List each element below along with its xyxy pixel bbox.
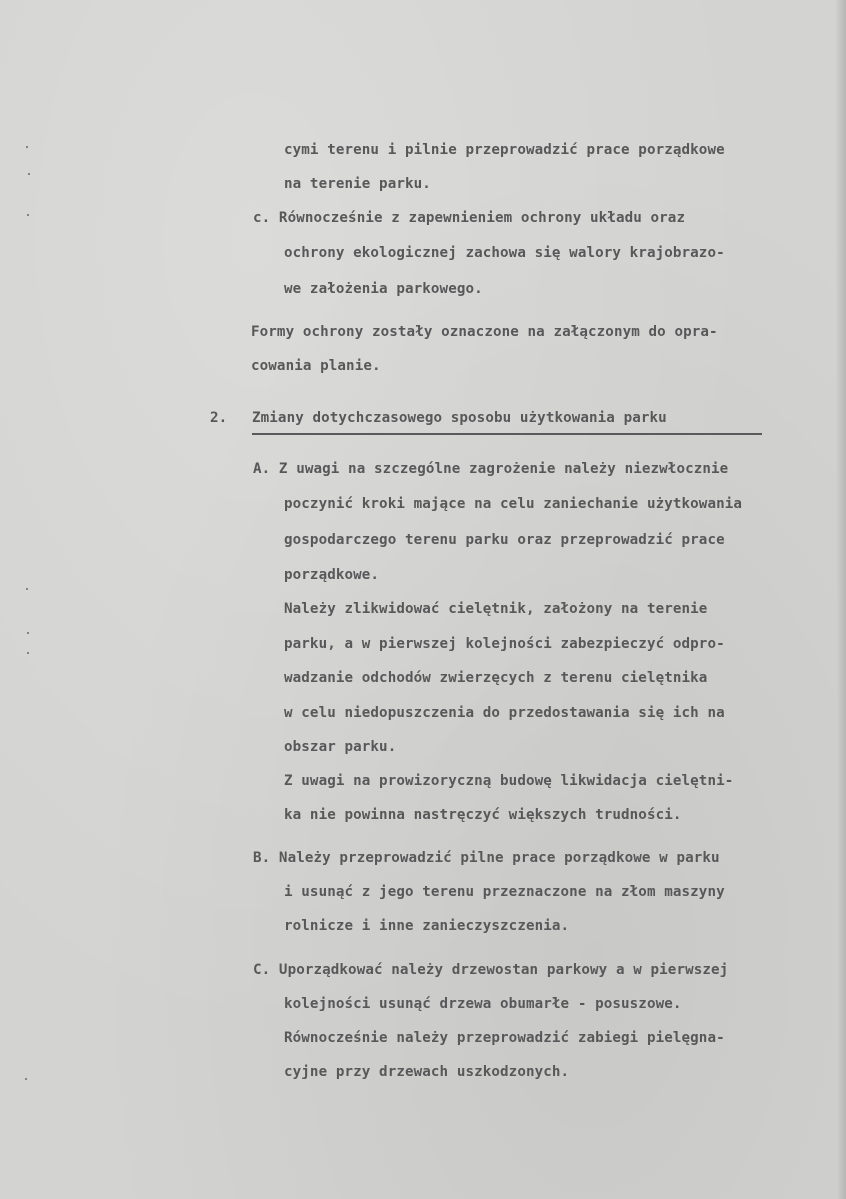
text-line: cowania planie. — [251, 358, 381, 374]
section-heading: Zmiany dotychczasowego sposobu użytkowania parku — [252, 410, 667, 426]
margin-mark — [27, 632, 29, 634]
text-line: obszar parku. — [284, 739, 397, 755]
heading-underline — [252, 433, 762, 435]
text-line: na terenie parku. — [284, 176, 431, 192]
margin-mark — [28, 173, 30, 175]
margin-mark — [26, 146, 28, 148]
text-line: cyjne przy drzewach uszkodzonych. — [284, 1064, 570, 1080]
page-edge-shadow — [836, 0, 846, 1199]
list-item-c: c. Równocześnie z zapewnieniem ochrony układu oraz — [253, 210, 686, 226]
text-line: we założenia parkowego. — [284, 281, 483, 297]
text-line: Formy ochrony zostały oznaczone na załączonym do opra- — [251, 324, 718, 340]
list-item-a: A. Z uwagi na szczególne zagrożenie należy niezwłocznie — [253, 461, 729, 477]
text-line: ka nie powinna nastręczyć większych trudności. — [284, 807, 682, 823]
text-line: cymi terenu i pilnie przeprowadzić prace porządkowe — [284, 142, 725, 158]
text-line: rolnicze i inne zanieczyszczenia. — [284, 918, 570, 934]
text-line: Z uwagi na prowizoryczną budowę likwidacja cielętni- — [284, 773, 734, 789]
text-line: parku, a w pierwszej kolejności zabezpieczyć odpro- — [284, 636, 725, 652]
margin-mark — [25, 1078, 27, 1080]
text-line: i usunąć z jego terenu przeznaczone na złom maszyny — [284, 884, 725, 900]
text-line: gospodarczego terenu parku oraz przeprowadzić prace — [284, 532, 725, 548]
text-line: kolejności usunąć drzewa obumarłe - posuszowe. — [284, 996, 682, 1012]
text-line: wadzanie odchodów zwierzęcych z terenu cielętnika — [284, 670, 708, 686]
list-item-c-upper: C. Uporządkować należy drzewostan parkowy a w pierwszej — [253, 962, 729, 978]
list-item-b: B. Należy przeprowadzić pilne prace porządkowe w parku — [253, 850, 720, 866]
text-line: Równocześnie należy przeprowadzić zabiegi pielęgna- — [284, 1030, 725, 1046]
margin-mark — [27, 652, 29, 654]
margin-mark — [26, 588, 28, 590]
text-line: Należy zlikwidować cielętnik, założony na terenie — [284, 601, 708, 617]
text-line: poczynić kroki mające na celu zaniechanie użytkowania — [284, 496, 743, 512]
text-line: ochrony ekologicznej zachowa się walory krajobrazo- — [284, 245, 725, 261]
margin-mark — [27, 214, 29, 216]
section-number: 2. — [210, 410, 228, 426]
text-line: w celu niedopuszczenia do przedostawania się ich na — [284, 705, 725, 721]
text-line: porządkowe. — [284, 567, 380, 583]
